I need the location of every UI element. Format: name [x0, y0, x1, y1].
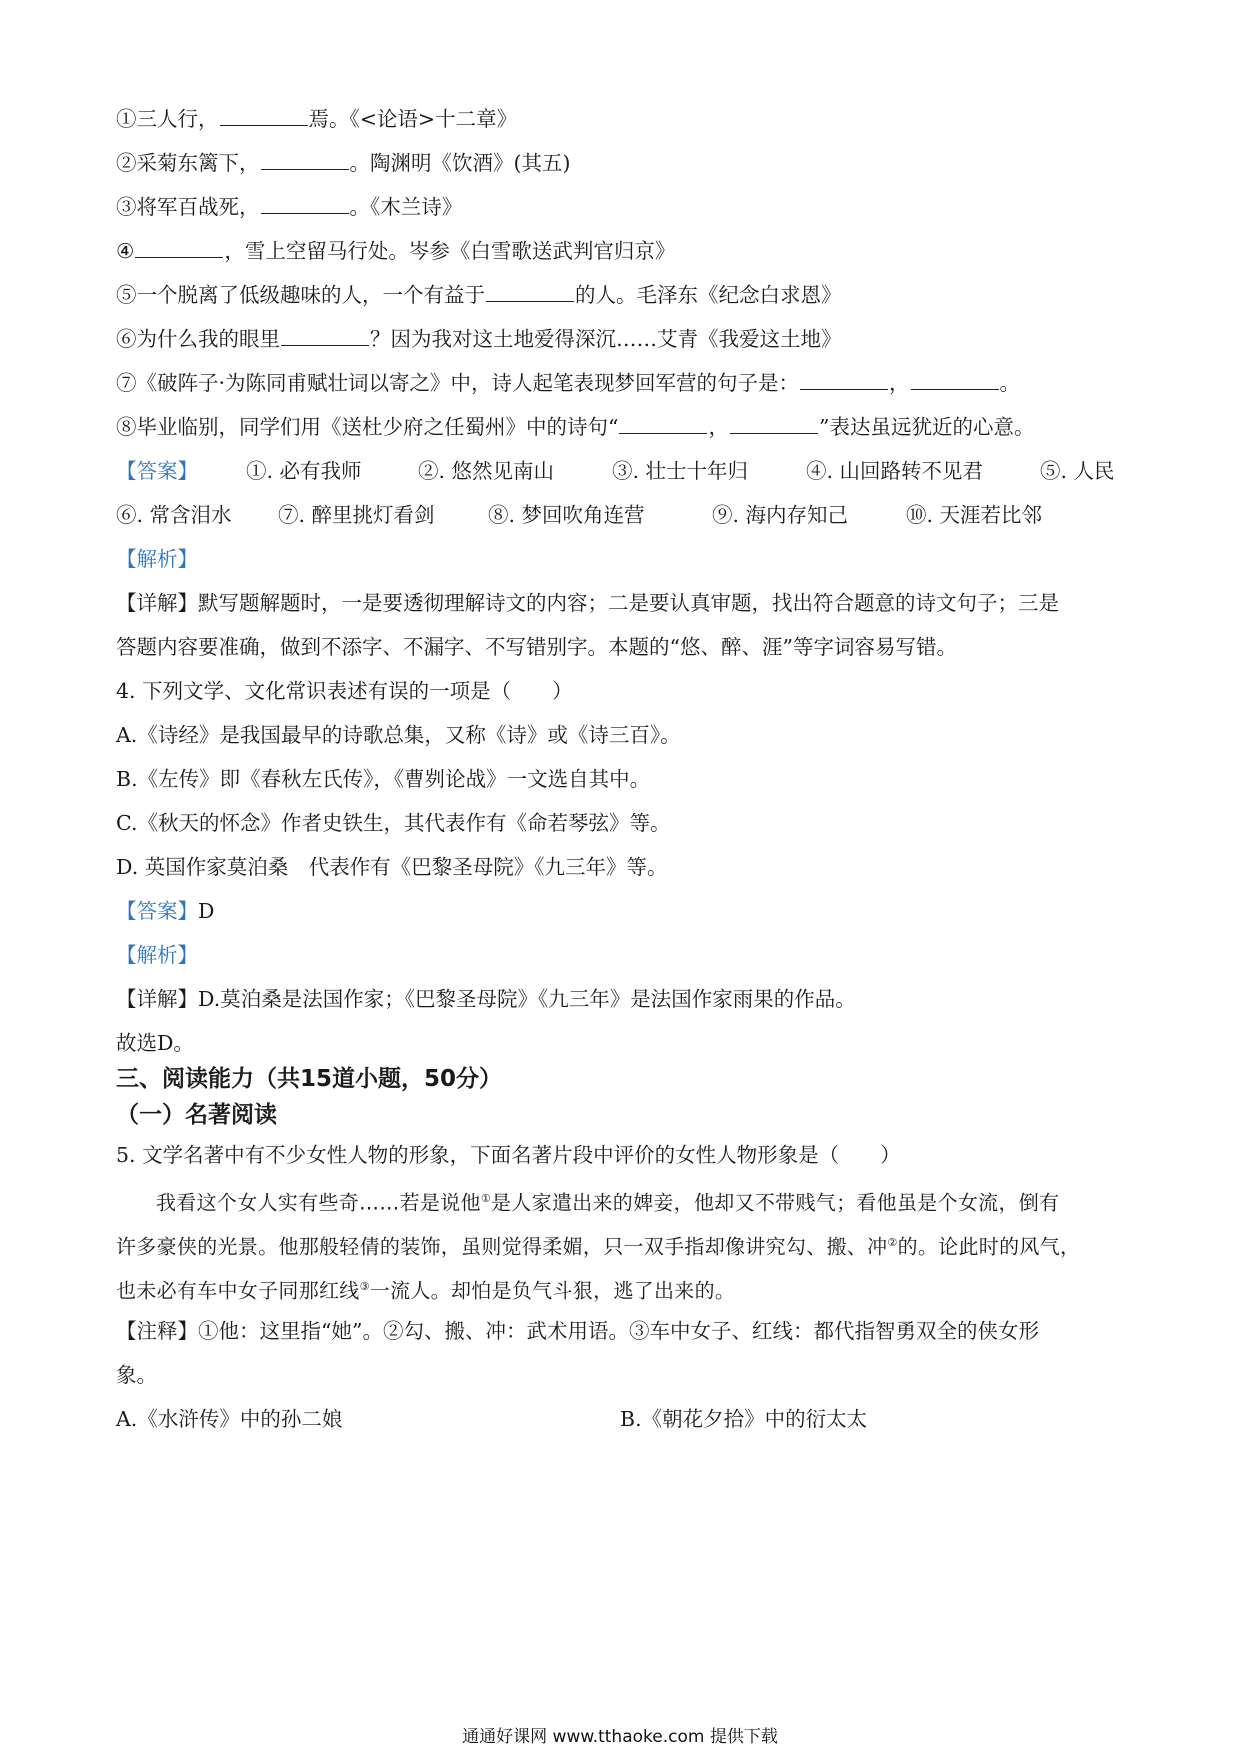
item-text: ， [708, 415, 729, 439]
note-text: ①他：这里指“她”。②勾、搬、冲：武术用语。③车中女子、红线：都代指智勇双全的侠女形 [198, 1319, 1039, 1343]
q5-passage-line-1 [116, 1184, 1141, 1218]
q5-passage-line-3 [116, 1272, 1141, 1306]
item-text: ”表达虽远犹近的心意。 [818, 415, 1035, 439]
answer-value: D [198, 899, 215, 923]
item-text: ②采菊东篱下， [116, 151, 260, 175]
item-text: 的人。毛泽东《纪念白求恩》 [575, 283, 842, 307]
answer-tag: 【答案】 [116, 899, 198, 923]
answer-item: ⑤. 人民 [1040, 459, 1115, 483]
item-text: ③将军百战死， [116, 195, 260, 219]
q3-item-2 [116, 148, 1140, 178]
q3-detail-line-2: 答题内容要准确，做到不添字、不漏字、不写错别字。本题的“悠、醉、涯”等字词容易写错。 [116, 635, 957, 659]
q3-item-8 [116, 412, 1140, 442]
item-text: ， [889, 371, 910, 395]
answer-item: ①. 必有我师 [246, 459, 362, 483]
item-text: 。《木兰诗》 [349, 195, 463, 219]
q5-passage-line-2 [116, 1228, 1141, 1262]
fill-blank [261, 151, 349, 170]
passage-text: 我看这个女人实有些奇……若是说他 [156, 1190, 481, 1215]
q5-note-line-1 [116, 1316, 1140, 1346]
answer-item: ⑦. 醉里挑灯看剑 [278, 503, 435, 527]
fill-blank [619, 415, 707, 434]
fill-blank [800, 371, 888, 390]
fill-blank [730, 415, 818, 434]
item-text: ⑥为什么我的眼里 [116, 327, 280, 351]
item-text: 。陶渊明《饮酒》(其五) [349, 151, 571, 175]
answer-item: ③. 壮士十年归 [612, 459, 749, 483]
detail-tag: 【详解】 [116, 987, 198, 1011]
q3-item-1 [116, 104, 1140, 134]
answer-item: ⑨. 海内存知己 [712, 503, 849, 527]
detail-text: D.莫泊桑是法国作家；《巴黎圣母院》《九三年》是法国作家雨果的作品。 [198, 987, 856, 1011]
q3-item-6 [116, 324, 1140, 354]
item-text: ⑤一个脱离了低级趣味的人，一个有益于 [116, 283, 485, 307]
q3-item-7 [116, 368, 1140, 398]
item-text: ⑧毕业临别，同学们用《送杜少府之任蜀州》中的诗句“ [116, 415, 619, 439]
answer-item: ⑥. 常含泪水 [116, 503, 232, 527]
footnote-mark: ③ [359, 1280, 370, 1293]
passage-text: 一流人。却怕是负气斗狠，逃了出来的。 [369, 1278, 736, 1303]
item-text: ④ [116, 239, 135, 263]
q5-option-b: B.《朝花夕拾》中的衍太太 [620, 1407, 868, 1431]
item-text: ⑦《破阵子·为陈同甫赋壮词以寄之》中，诗人起笔表现梦回军营的句子是： [116, 371, 800, 395]
q4-option-a: A.《诗经》是我国最早的诗歌总集，又称《诗》或《诗三百》。 [116, 723, 681, 747]
q4-option-c: C.《秋天的怀念》作者史铁生，其代表作有《命若琴弦》等。 [116, 811, 671, 835]
q5-note-line-2: 象。 [116, 1363, 157, 1387]
analysis-tag: 【解析】 [116, 943, 198, 967]
passage-text: 也未必有车中女子同那红线 [116, 1278, 360, 1303]
item-text: ，雪上空留马行处。岑参《白雪歌送武判官归京》 [224, 239, 676, 263]
passage-text: 许多豪侠的光景。他那般轻倩的装饰，虽则觉得柔媚，只一双手指却像讲究勾、搬、冲 [116, 1234, 888, 1259]
answer-item: ④. 山回路转不见君 [806, 459, 984, 483]
section-title: 三、阅读能力（共15道小题，50分） [116, 1066, 503, 1092]
footnote-mark: ② [887, 1236, 898, 1249]
q5-option-a: A.《水浒传》中的孙二娘 [116, 1407, 343, 1431]
fill-blank [220, 107, 308, 126]
q5-stem: 5. 文学名著中有不少女性人物的形象，下面名著片段中评价的女性人物形象是（ ） [116, 1143, 901, 1167]
item-text: ①三人行， [116, 107, 219, 131]
note-tag: 【注释】 [116, 1319, 198, 1343]
q4-detail [116, 984, 1140, 1014]
detail-text: 默写题解题时，一是要透彻理解诗文的内容；二是要认真审题，找出符合题意的诗文句子；三是 [198, 591, 1059, 615]
detail-tag: 【详解】 [116, 591, 198, 615]
q3-detail-line-1 [116, 588, 1140, 618]
q3-item-3 [116, 192, 1140, 222]
item-text: ？因为我对这土地爱得深沉……艾青《我爱这土地》 [370, 327, 842, 351]
q4-option-d: D. 英国作家莫泊桑 代表作有《巴黎圣母院》《九三年》等。 [116, 855, 668, 879]
fill-blank [135, 239, 223, 258]
q4-answer [116, 896, 1140, 926]
q4-conclusion: 故选D。 [116, 1031, 194, 1055]
answer-item: ⑧. 梦回吹角连营 [488, 503, 645, 527]
passage-text: 的。论此时的风气， [897, 1234, 1081, 1259]
item-text: 。 [999, 371, 1021, 395]
answer-item: ②. 悠然见南山 [418, 459, 555, 483]
item-text: 焉。《<论语>十二章》 [308, 107, 518, 131]
section-subtitle: （一）名著阅读 [116, 1102, 277, 1128]
passage-text: 是人家遣出来的婢妾，他却又不带贱气；看他虽是个女流，倒有 [490, 1190, 1060, 1215]
analysis-tag: 【解析】 [116, 547, 198, 571]
answer-tag: 【答案】 [116, 459, 198, 483]
q4-option-b: B.《左传》即《春秋左氏传》，《曹刿论战》一文选自其中。 [116, 767, 651, 791]
q3-item-4 [116, 236, 1140, 266]
q4-stem: 4. 下列文学、文化常识表述有误的一项是（ ） [116, 679, 573, 703]
fill-blank [261, 195, 349, 214]
answer-item: ⑩. 天涯若比邻 [906, 503, 1043, 527]
fill-blank [281, 327, 369, 346]
footnote-mark: ① [480, 1192, 491, 1205]
q3-item-5 [116, 280, 1140, 310]
page-footer: 通通好课网 www.tthaoke.com 提供下载 [462, 1727, 778, 1747]
fill-blank [486, 283, 574, 302]
fill-blank [911, 371, 999, 390]
